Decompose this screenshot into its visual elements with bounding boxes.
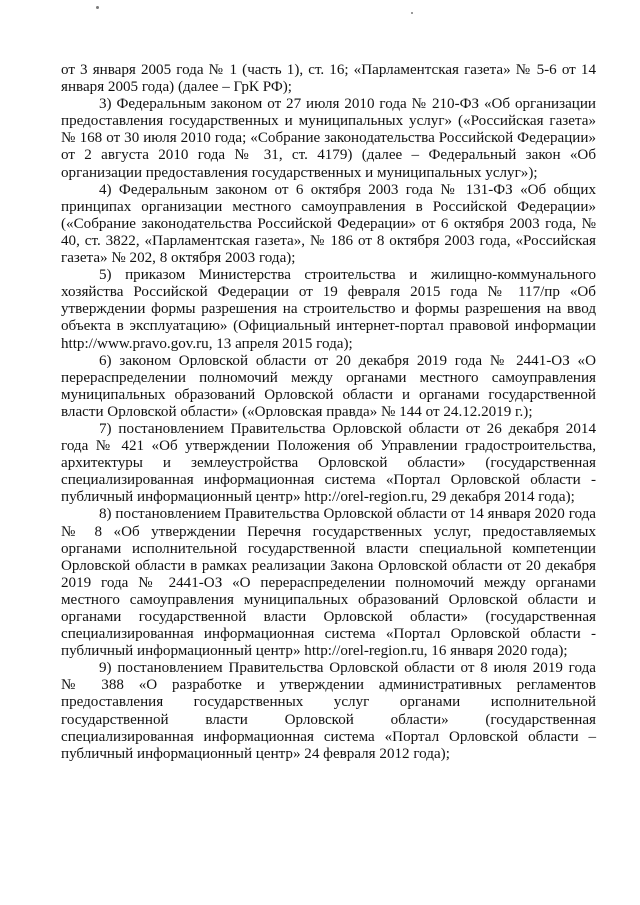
scan-speck	[96, 6, 99, 9]
document-body	[61, 62, 596, 763]
paragraph-item-9: 9) постановлением Правительства Орловской области от 8 июля 2019 года № 388 «О разработке и утверждении административных регламентов предоставления государственных услуг органами исполнительной государственной власти Орловской области» (государственная специализированная информационная система «Портал Орловской области – публичный информационный центр» 24 февраля 2012 года);	[61, 660, 596, 762]
paragraph-item-6: 6) законом Орловской области от 20 декабря 2019 года № 2441-ОЗ «О перераспределении полномочий между органами местного самоуправления муниципальных образований Орловской области и органами государственной власти Орловской области» («Орловская правда» № 144 от 24.12.2019 г.);	[61, 352, 596, 420]
scan-speck	[411, 12, 413, 14]
paragraph-item-5: 5) приказом Министерства строительства и жилищно-коммунального хозяйства Российской Федерации от 19 февраля 2015 года № 117/пр «Об утверждении формы разрешения на строительство и формы разрешения на ввод объекта в эксплуатацию» (Официальный интернет-портал правовой информации http://www.pravo.gov.ru, 13 апреля 2015 года);	[61, 267, 596, 352]
paragraph-item-7: 7) постановлением Правительства Орловской области от 26 декабря 2014 года № 421 «Об утверждении Положения об Управлении градостроительства, архитектуры и землеустройства Орловской области» (государственная специализированная информационная система «Портал Орловской области - публичный информационный центр» http://orel-region.ru, 29 декабря 2014 года);	[61, 420, 596, 506]
paragraph-item-8: 8) постановлением Правительства Орловской области от 14 января 2020 года № 8 «Об утверждении Перечня государственных услуг, предоставляемых органами исполнительной государственной власти специальной компетенции Орловской области в рамках реализации Закона Орловской области от 20 декабря 2019 года № 2441-ОЗ «О перераспределении полномочий между органами местного самоуправления муниципальных образований Орловской области и органами государственной власти Орловской области» (государственная специализированная информационная система «Портал Орловской области - публичный информационный центр» http://orel-region.ru, 16 января 2020 года);	[61, 506, 596, 660]
paragraph-item-3: 3) Федеральным законом от 27 июля 2010 года № 210-ФЗ «Об организации предоставления государственных и муниципальных услуг» («Российская газета» № 168 от 30 июля 2010 года; «Собрание законодательства Российской Федерации» от 2 августа 2010 года № 31, ст. 4179) (далее – Федеральный закон «Об организации предоставления государственных и муниципальных услуг»);	[61, 96, 596, 181]
paragraph-continuation: от 3 января 2005 года № 1 (часть 1), ст. 16; «Парламентская газета» № 5-6 от 14 января 2005 года) (далее – ГрК РФ);	[61, 62, 596, 96]
paragraph-item-4: 4) Федеральным законом от 6 октября 2003 года № 131-ФЗ «Об общих принципах организации местного самоуправления в Российской Федерации» («Собрание законодательства Российской Федерации» от 6 октября 2003 года, № 40, ст. 3822, «Парламентская газета», № 186 от 8 октября 2003 года, «Российская газета» № 202, 8 октября 2003 года);	[61, 181, 596, 267]
